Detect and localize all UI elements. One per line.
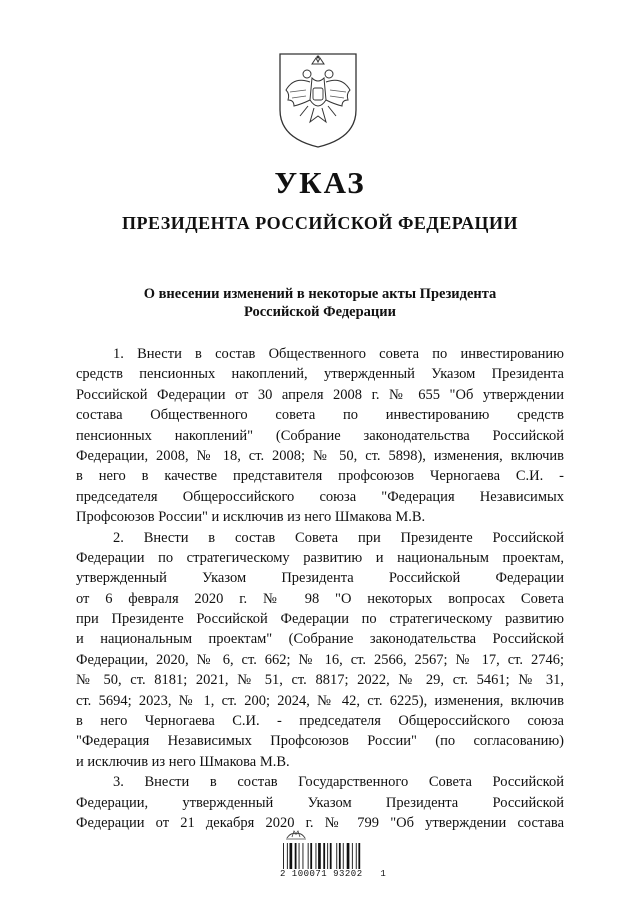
barcode-bar: [358, 843, 360, 869]
body-line: утвержденный Указом Президента Российской Федерации: [76, 570, 564, 587]
russian-coat-of-arms-icon: [276, 50, 360, 150]
body-line: в него в качестве представителя профсоюзов Черногаева С.И. -: [76, 468, 564, 485]
printer-mark-icon: [285, 828, 307, 840]
body-line: Федерации, 2008, № 18, ст. 2008; № 50, ст. 5898), изменения, включив: [76, 447, 564, 464]
barcode-icon: [283, 843, 367, 871]
body-line: Федерации, утвержденный Указом Президента Российской: [76, 794, 564, 811]
document-title: УКАЗ: [274, 165, 366, 200]
document-subtitle: ПРЕЗИДЕНТА РОССИЙСКОЙ ФЕДЕРАЦИИ: [122, 213, 518, 233]
barcode-bar: [327, 843, 328, 869]
barcode-bar: [352, 843, 353, 869]
barcode-bar: [295, 843, 297, 869]
body-line: в него Черногаева С.И. - председателя Общероссийского союза: [76, 713, 564, 730]
barcode-bar: [347, 843, 350, 869]
decree-heading: [0, 285, 640, 321]
body-line: Профсоюзов России" и исключив из него Шмакова М.В.: [76, 509, 426, 526]
body-line: Федерации от 21 декабря 2020 г. № 799 "Об утверждении состава: [76, 814, 564, 831]
barcode-bar: [299, 843, 300, 869]
barcode-bar: [336, 843, 337, 869]
barcode-bar: [316, 843, 317, 869]
body-line: Федерации по стратегическому развитию и национальным проектам,: [76, 549, 564, 566]
body-line: при Президенте Российской Федерации по стратегическому развитию: [76, 611, 564, 628]
body-line: пенсионных накоплений" (Собрание законодательства Российской: [76, 427, 564, 444]
barcode-bar: [287, 843, 288, 869]
barcode-bar: [339, 843, 341, 869]
body-line: "Федерация Независимых Профсоюзов России" (по согласованию): [76, 733, 564, 750]
barcode-bar: [308, 843, 309, 869]
barcode-bar: [323, 843, 325, 869]
body-line: председателя Общероссийского союза "Федерация Независимых: [76, 488, 564, 505]
body-line: 1. Внести в состав Общественного совета по инвестированию: [113, 346, 564, 362]
barcode-bar: [330, 843, 332, 869]
body-line: и национальным проектам" (Собрание законодательства Российской: [76, 631, 564, 648]
barcode-bar: [283, 843, 284, 869]
decree-heading-line: Российской Федерации: [243, 304, 396, 320]
body-line: от 6 февраля 2020 г. № 98 "О некоторых вопросах Совета: [76, 590, 564, 607]
body-line: 3. Внести в состав Государственного Совета Российской: [113, 774, 564, 791]
barcode-bar: [343, 843, 344, 869]
barcode-number: 2 100071 93202 1: [280, 869, 387, 879]
barcode-bar: [303, 843, 304, 869]
barcode-bar: [310, 843, 312, 869]
body-line: и исключив из него Шмакова М.В.: [76, 753, 290, 770]
body-line: 2. Внести в состав Совета при Президенте Российской: [113, 529, 564, 546]
body-line: состава Общественного совета по инвестированию средств: [76, 407, 564, 424]
body-line: ст. 5694; 2023, № 1, ст. 200; 2024, № 42, ст. 6225), изменения, включив: [76, 692, 564, 709]
decree-body: [76, 344, 564, 833]
body-line: Федерации, 2020, № 6, ст. 662; № 16, ст. 2566, 2567; № 17, ст. 2746;: [76, 651, 564, 668]
body-line: № 50, ст. 8181; 2021, № 51, ст. 8817; 2022, № 29, ст. 5461; № 31,: [76, 672, 564, 689]
body-line: средств пенсионных накоплений, утвержденный Указом Президента: [76, 366, 564, 383]
body-line: Российской Федерации от 30 апреля 2008 г. № 655 "Об утверждении: [76, 386, 564, 403]
barcode-bar: [318, 843, 321, 869]
barcode-bar: [356, 843, 357, 869]
decree-heading-line: О внесении изменений в некоторые акты Президента: [143, 286, 497, 302]
barcode-bar: [290, 843, 293, 869]
